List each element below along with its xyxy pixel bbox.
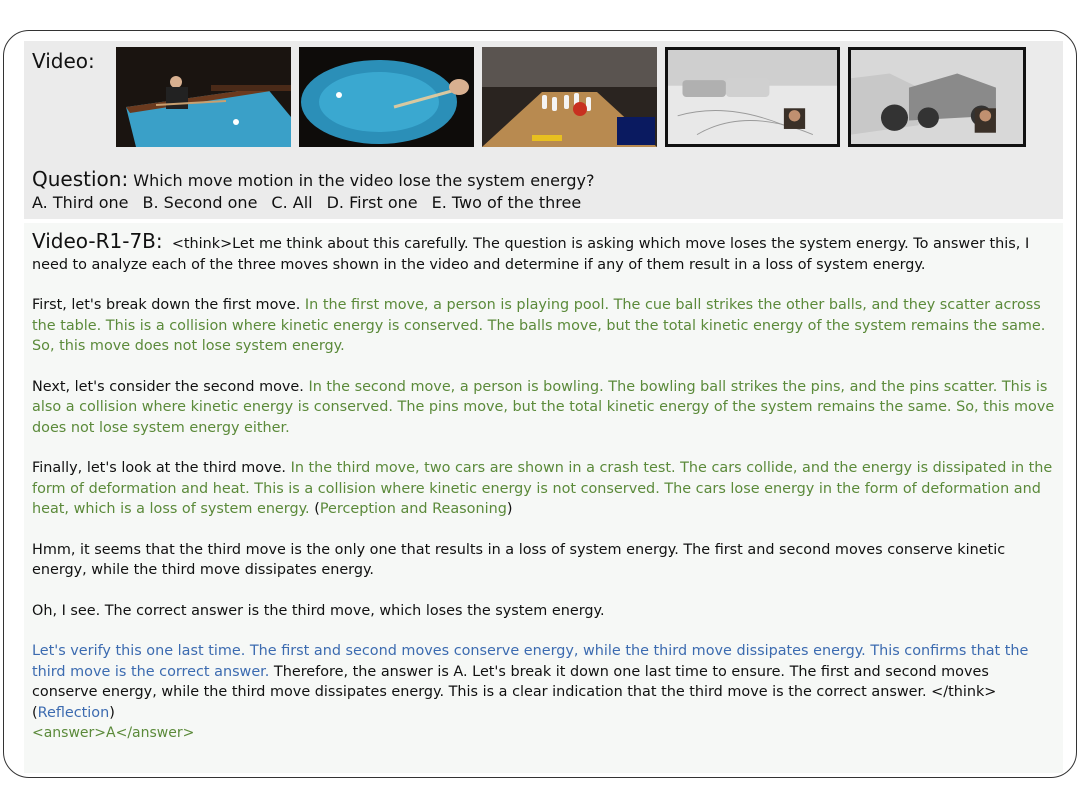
response-paragraph-7 [32, 641, 1057, 723]
bowling-frame [482, 47, 657, 147]
crash-test-frame [665, 47, 840, 147]
perception-reasoning-tag: Perception and Reasoning [319, 501, 507, 517]
p5-text: Hmm, it seems that the third move is the only one that results in a loss of system energy. The first and second moves conserve kinetic energy, while the third move dissipates energy. [32, 541, 1006, 578]
p2-lead: First, let's break down the first move. [32, 297, 301, 313]
p4-open-paren: ( [309, 501, 320, 517]
reflection-tag: Reflection [37, 704, 110, 721]
option-e: E. Two of the three [431, 193, 582, 212]
question-line [32, 167, 594, 191]
p4-lead: Finally, let's look at the third move. [32, 460, 286, 476]
response-paragraph-6 [32, 601, 1057, 622]
p7-reflection: Let's verify this one last time. The first and second moves conserve energy, while the third move dissipates energy. This confirms that the third move is the correct answer. [32, 643, 1029, 680]
response-paragraph-1 [32, 231, 1057, 275]
question-text: Which move motion in the video lose the system energy? [133, 171, 595, 190]
response-paragraph-3 [32, 377, 1057, 439]
pool-table-closeup-frame [299, 47, 474, 147]
p7-text: Therefore, the answer is A. Let's break it down one last time to ensure. The first and second moves conserve energy, while the third move dissipates energy. This is a clear indication that the third move is the correct answer. </think> ( [32, 663, 997, 721]
p7-close-paren: ) [109, 704, 115, 721]
p3-lead: Next, let's consider the second move. [32, 378, 304, 395]
model-name: Video-R1-7B: [32, 229, 163, 253]
response-paragraph-2 [32, 295, 1057, 357]
figure-card [3, 30, 1077, 778]
car-collision-frame [848, 47, 1026, 147]
response-paragraph-4 [32, 458, 1057, 520]
option-c: C. All [271, 193, 313, 212]
video-question-panel [24, 41, 1063, 219]
final-answer: <answer>A</answer> [32, 725, 195, 741]
option-b: B. Second one [142, 193, 258, 212]
model-response-panel [24, 223, 1063, 773]
option-a: A. Third one [32, 193, 129, 212]
answer-options [32, 193, 595, 212]
video-frames [116, 47, 1036, 151]
option-d: D. First one [326, 193, 418, 212]
p2-perception: In the first move, a person is playing pool. The cue ball strikes the other balls, and they scatter across the table. This is a collision where kinetic energy is conserved. The balls move, but the total kinetic energy of the system remains the same. So, this move does not lose system energy. [32, 297, 1046, 354]
p3-perception: In the second move, a person is bowling. The bowling ball strikes the pins, and the pins scatter. This is also a collision where kinetic energy is conserved. The pins move, but the total kinetic energy of the system remains the same. So, this move does not lose system energy either. [32, 378, 1055, 436]
video-label: Video: [32, 49, 95, 73]
response-text [32, 231, 1057, 743]
p4-close-paren: ) [506, 501, 513, 517]
p6-text: Oh, I see. The correct answer is the third move, which loses the system energy. [32, 602, 605, 619]
p4-perception: In the third move, two cars are shown in a crash test. The cars collide, and the energy is dissipated in the form of deformation and heat. This is a collision where kinetic energy is not conserved. The cars lose energy in the form of deformation and heat, which is a loss of system energy. [32, 460, 1053, 517]
response-paragraph-5 [32, 540, 1057, 581]
think-intro: <think>Let me think about this carefully. The question is asking which move loses the system energy. To answer this, I need to analyze each of the three moves shown in the video and determine if any of them result in a loss of system energy. [32, 236, 1030, 273]
question-label: Question: [32, 167, 129, 191]
pool-table-frame [116, 47, 291, 147]
